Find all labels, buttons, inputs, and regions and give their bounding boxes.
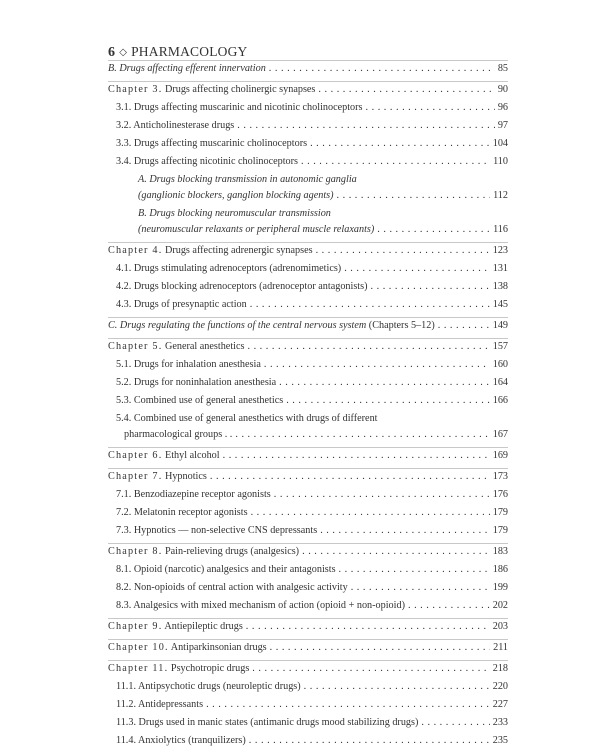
toc-entry[interactable]: 11.2. Antidepressants . . . 227 (108, 699, 508, 717)
table-of-contents (108, 60, 508, 753)
toc-section (108, 639, 508, 660)
page-number: 6 (108, 45, 116, 60)
toc-entry[interactable]: 7.2. Melatonin receptor agonists . . . 179 (108, 507, 508, 525)
toc-section (108, 242, 508, 317)
toc-entry[interactable]: 8.3. Analgesics with mixed mechanism of action (opioid + non-opioid) . . . 202 (108, 600, 508, 618)
toc-chapter[interactable]: Chapter 6. Ethyl alcohol . . . 169 (108, 450, 508, 468)
toc-chapter[interactable]: Chapter 11. Psychotropic drugs . . . 218 (108, 663, 508, 681)
toc-chapter[interactable]: Chapter 8. Pain-relieving drugs (analgesics) . . . 183 (108, 546, 508, 564)
toc-section (108, 338, 508, 447)
toc-chapter[interactable]: Chapter 7. Hypnotics . . . 173 (108, 471, 508, 489)
toc-entry[interactable]: 5.4. Combined use of general anesthetics with drugs of different (116, 413, 378, 424)
toc-subentry[interactable]: (neuromuscular relaxants or peripheral muscle relaxants) . . . 116 (108, 224, 508, 242)
toc-section (108, 468, 508, 543)
toc-entry[interactable]: 4.3. Drugs of presynaptic action . . . 145 (108, 299, 508, 317)
toc-entry[interactable]: 11.4. Anxiolytics (tranquilizers) . . . 235 (108, 735, 508, 753)
toc-chapter[interactable]: Chapter 4. Drugs affecting adrenergic synapses . . . 123 (108, 245, 508, 263)
toc-entry[interactable]: 7.3. Hypnotics — non-selective CNS depressants . . . 179 (108, 525, 508, 543)
toc-section (108, 618, 508, 639)
toc-chapter[interactable]: Chapter 9. Antiepileptic drugs . . . 203 (108, 621, 508, 639)
toc-subentry[interactable]: (ganglionic blockers, ganglion blocking agents) . . . 112 (108, 190, 508, 208)
toc-chapter[interactable]: Chapter 3. Drugs affecting cholinergic synapses . . . 90 (108, 84, 508, 102)
toc-subentry[interactable]: A. Drugs blocking transmission in autonomic ganglia (138, 174, 357, 185)
book-title: PHARMACOLOGY (131, 44, 248, 59)
toc-entry[interactable]: 4.2. Drugs blocking adrenoceptors (adrenoceptor antagonists) . . . 138 (108, 281, 508, 299)
toc-entry[interactable]: 4.1. Drugs stimulating adrenoceptors (adrenomimetics) . . . 131 (108, 263, 508, 281)
running-header (108, 44, 248, 61)
toc-entry[interactable]: 11.1. Antipsychotic drugs (neuroleptic drugs) . . . 220 (108, 681, 508, 699)
toc-entry[interactable]: 3.3. Drugs affecting muscarinic cholinoceptors . . . 104 (108, 138, 508, 156)
toc-section (108, 81, 508, 242)
toc-entry[interactable]: 7.1. Benzodiazepine receptor agonists . . . 176 (108, 489, 508, 507)
toc-entry[interactable]: 11.3. Drugs used in manic states (antimanic drugs mood stabilizing drugs) . . . 233 (108, 717, 508, 735)
toc-entry[interactable]: 5.3. Combined use of general anesthetics . . . 166 (108, 395, 508, 413)
toc-section (108, 660, 508, 753)
toc-entry[interactable]: 3.4. Drugs affecting nicotinic cholinoceptors . . . 110 (108, 156, 508, 174)
toc-entry[interactable]: B. Drugs affecting efferent innervation . . . 85 (108, 63, 508, 81)
diamond-icon: ◇ (119, 47, 128, 58)
toc-chapter[interactable]: Chapter 10. Antiparkinsonian drugs . . . 211 (108, 642, 508, 660)
toc-entry[interactable]: pharmacological groups . . . . . 167 (108, 429, 508, 447)
toc-entry[interactable]: 8.2. Non-opioids of central action with analgesic activity . . . 199 (108, 582, 508, 600)
toc-subentry[interactable]: B. Drugs blocking neuromuscular transmission (138, 208, 331, 219)
toc-entry[interactable]: C. Drugs regulating the functions of the central nervous system (Chapters 5–12) . . . 149 (108, 320, 508, 338)
toc-entry[interactable]: 5.2. Drugs for noninhalation anesthesia . . . 164 (108, 377, 508, 395)
toc-section (108, 317, 508, 338)
toc-entry[interactable]: 8.1. Opioid (narcotic) analgesics and their antagonists . . . 186 (108, 564, 508, 582)
toc-section (108, 543, 508, 618)
toc-entry[interactable]: 3.2. Anticholinesterase drugs . . . 97 (108, 120, 508, 138)
toc-section (108, 60, 508, 81)
toc-entry[interactable]: 3.1. Drugs affecting muscarinic and nicotinic cholinoceptors . . . 96 (108, 102, 508, 120)
toc-chapter[interactable]: Chapter 5. General anesthetics . . . 157 (108, 341, 508, 359)
toc-section (108, 447, 508, 468)
toc-entry[interactable]: 5.1. Drugs for inhalation anesthesia . . . 160 (108, 359, 508, 377)
